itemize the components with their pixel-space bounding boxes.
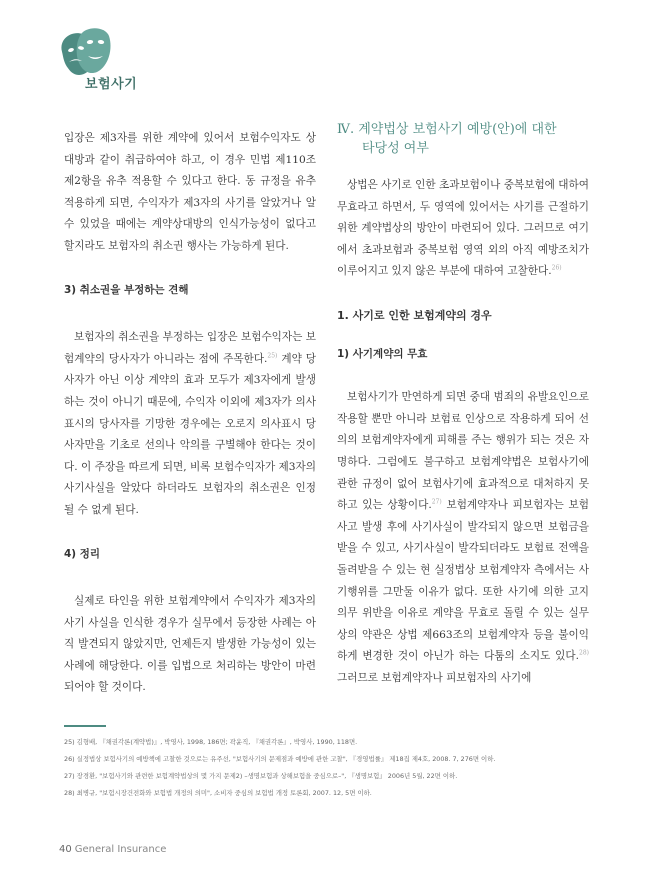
paragraph: 보험자의 취소권을 부정하는 입장은 보험수익자는 보험계약의 당사자가 아니라는 점에 주목한다.$^{25)}$ 계약 당사자가 아닌 이상 계약의 효과 모두가 제3자에게 발생하는 것이 아니기 때문에, 수익자 이외에 제3자가 의사표시의 당사자를 기망한 경우에는 오로지 의사표시 당사자만을 기초로 선의나 악의를 구별해야 한다는 것이다. 이 주장을 따르게 되면, 비록 보험수익자가 제3자의 사기사실을 알았다 하더라도 보험자의 취소권은 인정될 수 없게 된다. [64,331,317,516]
subheading: 1) 사기계약의 무효 [337,347,428,360]
footnote-ref[interactable]: 27) [431,498,442,506]
footnote: 25) 김형배, 『채권각론(계약법)』, 박영사, 1998, 186면; 곽윤직, 『채권각론』, 박영사, 1990, 118면. [64,738,358,746]
right-column [337,120,589,689]
footnote: 27) 장경환, "보험사기와 관련한 보험계약법상의 몇 가지 문제2) –생명보험과 상해보험을 중심으로–", 『생명보험』 2006년 5월, 22면 이하. [64,772,458,780]
heading: 1. 사기로 인한 보험계약의 경우 [337,308,492,322]
footnotes [64,734,594,802]
page-number: 40 [59,844,72,855]
left-column [64,128,316,699]
subheading: 3) 취소권을 부정하는 견해 [64,283,189,296]
paragraph: 보험사기가 만연하게 되면 중대 범죄의 유발요인으로 작용할 뿐만 아니라 보험료 인상으로 작용하게 되어 선의의 보험계약자에게 피해를 주는 행위가 되는 것은 자명하다. 그럼에도 불구하고 보험계약법은 보험사기에 관한 규정이 없어 보험사기에 효과적으로 대처하지 못하고 있는 상황이다.$^{27)}$ 보험계약자나 피보험자는 보험사고 발생 후에 사기사실이 발각되지 않으면 보험금을 받을 수 있고, 사기사실이 발각되더라도 보험료 전액을 돌려받을 수 있는 현 실정법상 보험계약자 측에서는 사기행위를 그만둘 이유가 없다. 또한 사기에 의한 고지의무 위반을 이유로 계약을 무효로 돌릴 수 있는 실무상의 약관은 상법 제663조의 보험계약자 등을 불이익하게 변경한 것이 아닌가 하는 다툼의 소지도 있다.$^{28)}$ 그러므로 보험계약자나 피보험자의 사기에 [337,391,589,684]
section-title: Ⅳ. 계약법상 보험사기 예방(안)에 대한 타당성 여부 [337,122,557,156]
footnote-ref[interactable]: 28) [579,649,589,657]
footnote-divider [64,725,106,727]
footnote-ref[interactable]: 25) [267,352,278,360]
footnote-ref[interactable]: 26) [551,264,562,272]
footnote: 28) 최병규, "보험시장건전화와 보험법 개정의 의미", 소비자 중심의 보험법 개정 토론회, 2007. 12, 5면 이하. [64,789,372,797]
page-footer [59,844,166,855]
subheading: 4) 정리 [64,547,101,560]
footnote: 26) 실정법상 보험사기의 예방책에 고찰한 것으로는 유주선, "보험사기의 문제점과 예방에 관한 고찰", 『경영법률』 제18집 제4호, 2008. 7, 276면 이하. [64,755,496,763]
paragraph: 입장은 제3자를 위한 계약에 있어서 보험수익자도 상대방과 같이 취급하여야 하고, 이 경우 민법 제110조 제2항을 유추 적용할 수 있다고 한다. 동 규정을 유추 적용하게 되면, 수익자가 제3자의 사기를 알았거나 알 수 있었을 때에는 계약상대방의 인식가능성이 없다고 할지라도 보험자의 취소권 행사는 가능하게 된다. [64,132,316,252]
section-label: 보험사기 [85,77,138,92]
paragraph: 상법은 사기로 인한 초과보험이나 중복보험에 대하여 무효라고 하면서, 두 영역에 있어서는 사기를 근절하기 위한 계약법상의 방안이 마련되어 있다. 그러므로 여기에서 초과보험과 중복보험 영역 외의 아직 예방조치가 이루어지고 있지 않은 부분에 대하여 고찰한다.$^{26)}$ [337,179,589,278]
publication-title: General Insurance [74,844,167,855]
paragraph: 실제로 타인을 위한 보험계약에서 수익자가 제3자의 사기 사실을 인식한 경우가 실무에서 등장한 사례는 아직 발견되지 않았지만, 언제든지 발생한 가능성이 있는 사례에 해당한다. 이를 입법으로 처리하는 방안이 마련되어야 할 것이다. [64,595,316,694]
